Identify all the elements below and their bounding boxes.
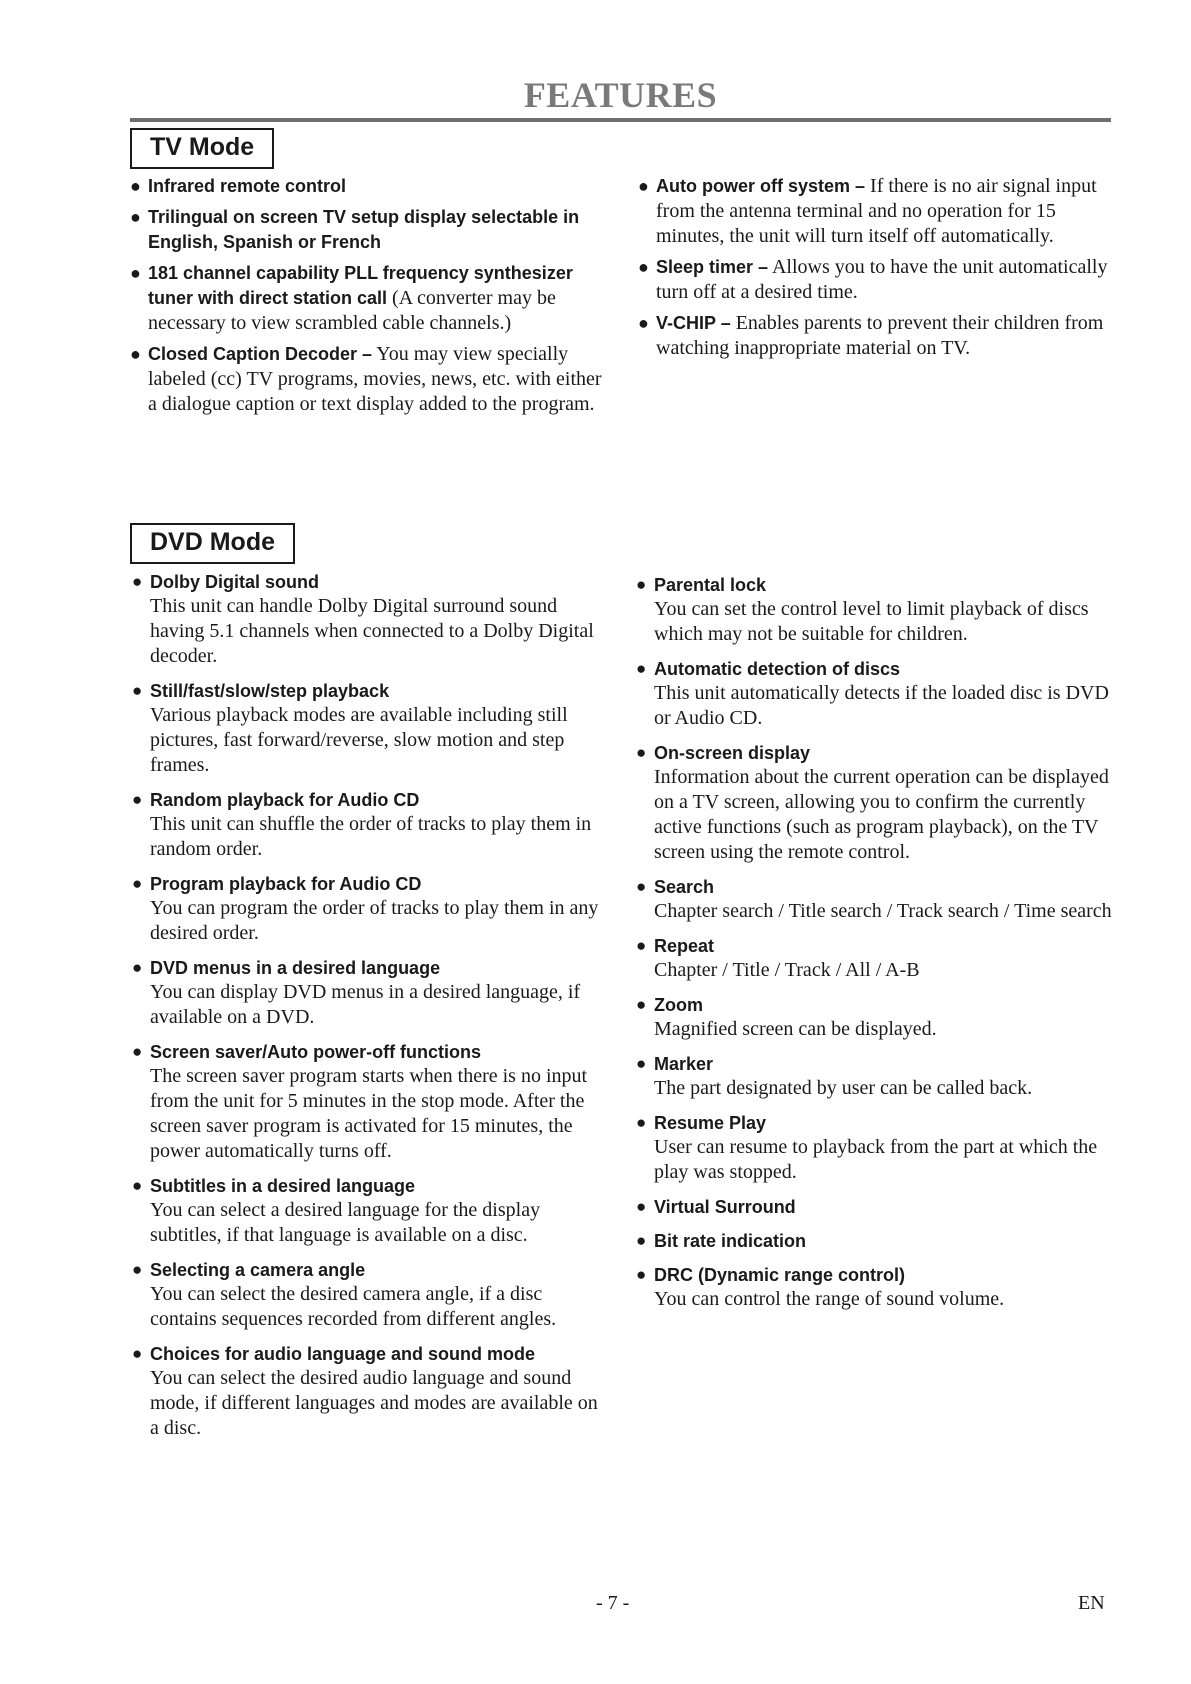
bullet-icon: ● [636,877,647,896]
feature-text: Chapter / Title / Track / All / A-B [654,959,920,981]
page-number: - 7 - [596,1592,630,1614]
feature-text: You can select the desired audio language and sound mode, if different languages and modes are available on a disc. [150,1367,598,1439]
bullet-icon: ● [132,1344,143,1363]
feature-text: The part designated by user can be called back. [654,1077,1033,1099]
feature-heading: Closed Caption Decoder – [148,344,373,364]
tv-feature-item [130,205,608,255]
bullet-icon: ● [636,1197,647,1216]
feature-text: The screen saver program starts when there is no input from the unit for 5 minutes in the stop mode. After the screen saver program is activated for 15 minutes, the power automatically turns off. [150,1065,588,1162]
bullet-icon: ● [132,1176,143,1195]
feature-text: Allows you to have the unit automatically turn off at a desired time. [656,256,1108,303]
bullet-icon: ● [636,1265,647,1284]
feature-heading: Random playback for Audio CD [150,790,420,810]
dvd-feature-item [132,1040,610,1164]
tv-mode-right-column [638,174,1116,367]
feature-text: User can resume to playback from the part at which the play was stopped. [654,1136,1098,1183]
tv-mode-label: TV Mode [130,128,274,169]
feature-text: (A converter may be necessary to view scrambled cable channels.) [148,287,556,334]
bullet-icon: ● [132,1042,143,1061]
bullet-icon: ● [130,263,141,283]
feature-heading: DRC (Dynamic range control) [654,1265,906,1285]
feature-text: You can display DVD menus in a desired language, if available on a DVD. [150,981,581,1028]
dvd-mode-left-column [132,570,610,1451]
feature-heading: V-CHIP – [656,313,731,333]
feature-heading: Program playback for Audio CD [150,874,422,894]
feature-heading: Choices for audio language and sound mode [150,1344,536,1364]
bullet-icon: ● [636,743,647,762]
tv-feature-item [638,174,1116,249]
dvd-feature-item [132,1342,610,1441]
dvd-feature-item [636,934,1116,983]
dvd-mode-right-column [636,573,1116,1322]
dvd-feature-item [636,875,1116,924]
bullet-icon: ● [132,572,143,591]
bullet-icon: ● [132,681,143,700]
bullet-icon: ● [636,936,647,955]
feature-heading: Resume Play [654,1113,767,1133]
feature-heading: Dolby Digital sound [150,572,319,592]
feature-heading: Infrared remote control [148,176,347,196]
feature-heading: 181 channel capability PLL frequency synthesizer tuner with direct station call [148,263,573,308]
bullet-icon: ● [130,344,141,364]
feature-heading: Search [654,877,715,897]
tv-feature-item [638,311,1116,361]
dvd-feature-item [636,741,1116,865]
feature-text: You may view specially labeled (cc) TV programs, movies, news, etc. with either a dialogue caption or text display added to the program. [148,343,602,415]
bullet-icon: ● [636,1231,647,1250]
tv-mode-left-column [130,174,608,423]
feature-heading: Marker [654,1054,714,1074]
feature-heading: Automatic detection of discs [654,659,901,679]
bullet-icon: ● [636,1113,647,1132]
bullet-icon: ● [132,1260,143,1279]
tv-feature-item [130,261,608,336]
language-code: EN [1078,1592,1105,1614]
dvd-feature-item [636,993,1116,1042]
bullet-icon: ● [638,176,649,196]
feature-heading: Bit rate indication [654,1231,807,1251]
bullet-icon: ● [636,1054,647,1073]
dvd-mode-label: DVD Mode [130,523,295,564]
dvd-feature-item [636,657,1116,731]
dvd-feature-item [636,1229,1116,1253]
bullet-icon: ● [636,575,647,594]
dvd-feature-item [132,956,610,1030]
dvd-feature-item [636,573,1116,647]
dvd-feature-item [636,1263,1116,1312]
feature-heading: Auto power off system – [656,176,866,196]
feature-heading: Trilingual on screen TV setup display selectable in English, Spanish or French [148,207,580,252]
feature-text: You can select the desired camera angle, if a disc contains sequences recorded from different angles. [150,1283,557,1330]
feature-heading: Screen saver/Auto power-off functions [150,1042,482,1062]
feature-text: Enables parents to prevent their children from watching inappropriate material on TV. [656,312,1104,359]
bullet-icon: ● [638,313,649,333]
feature-text: This unit can shuffle the order of tracks to play them in random order. [150,813,592,860]
feature-text: You can select a desired language for the display subtitles, if that language is available on a disc. [150,1199,541,1246]
feature-text: You can set the control level to limit playback of discs which may not be suitable for children. [654,598,1089,645]
feature-text: This unit automatically detects if the loaded disc is DVD or Audio CD. [654,682,1109,729]
feature-text: Chapter search / Title search / Track search / Time search [654,900,1112,922]
dvd-feature-item [132,1258,610,1332]
feature-text: If there is no air signal input from the antenna terminal and no operation for 15 minutes, the unit will turn itself off automatically. [656,175,1097,247]
dvd-feature-item [636,1052,1116,1101]
feature-text: You can control the range of sound volume. [654,1288,1005,1310]
bullet-icon: ● [132,874,143,893]
feature-text: Information about the current operation can be displayed on a TV screen, allowing you to confirm the currently active functions (such as program playback), on the TV screen using the remote control. [654,766,1109,863]
dvd-feature-item [132,570,610,669]
bullet-icon: ● [638,257,649,277]
feature-text: Various playback modes are available including still pictures, fast forward/reverse, slow motion and step frames. [150,704,568,776]
feature-heading: Subtitles in a desired language [150,1176,416,1196]
bullet-icon: ● [130,176,141,196]
bullet-icon: ● [636,995,647,1014]
dvd-feature-item [636,1195,1116,1219]
feature-heading: Virtual Surround [654,1197,796,1217]
feature-heading: Repeat [654,936,715,956]
feature-heading: Zoom [654,995,703,1015]
feature-heading: Still/fast/slow/step playback [150,681,390,701]
bullet-icon: ● [130,207,141,227]
dvd-feature-item [132,679,610,778]
dvd-feature-item [636,1111,1116,1185]
feature-heading: On-screen display [654,743,811,763]
bullet-icon: ● [132,958,143,977]
dvd-feature-item [132,788,610,862]
tv-feature-item [130,174,608,199]
dvd-feature-item [132,1174,610,1248]
bullet-icon: ● [132,790,143,809]
feature-text: This unit can handle Dolby Digital surround sound having 5.1 channels when connected to a Dolby Digital decoder. [150,595,594,667]
title-rule [130,118,1111,122]
tv-feature-item [638,255,1116,305]
feature-heading: Parental lock [654,575,767,595]
feature-heading: Selecting a camera angle [150,1260,366,1280]
bullet-icon: ● [636,659,647,678]
tv-feature-item [130,342,608,417]
page-title: FEATURES [523,75,718,115]
feature-heading: Sleep timer – [656,257,769,277]
feature-heading: DVD menus in a desired language [150,958,441,978]
feature-text: You can program the order of tracks to play them in any desired order. [150,897,599,944]
dvd-feature-item [132,872,610,946]
feature-text: Magnified screen can be displayed. [654,1018,937,1040]
